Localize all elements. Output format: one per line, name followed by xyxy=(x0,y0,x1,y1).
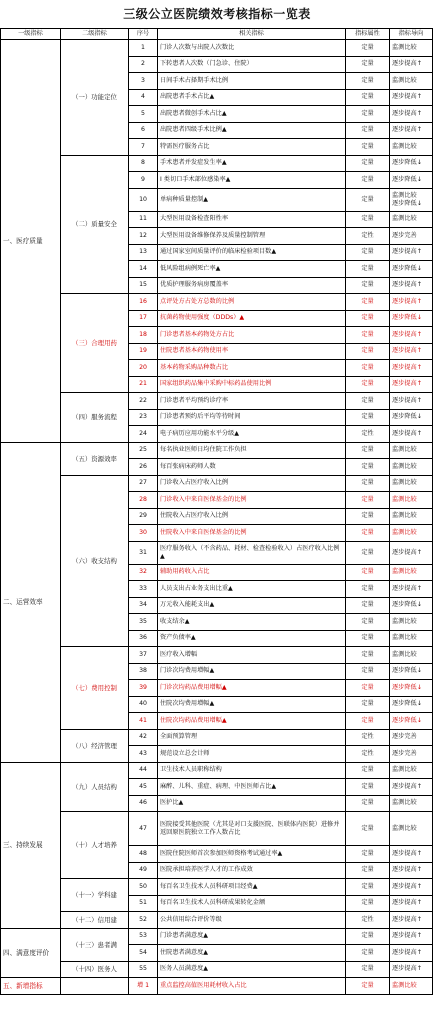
indicator-cell: 每百名卫生技术人员科研项目经费▲ xyxy=(158,879,346,896)
seq-cell: 34 xyxy=(129,597,158,614)
attribute-cell: 定量 xyxy=(346,211,390,228)
table-row xyxy=(1,978,433,995)
indicator-cell: 门诊人次数与出院人次数比 xyxy=(158,40,346,57)
seq-cell: 49 xyxy=(129,862,158,879)
indicator-cell: 出院患者四级手术比例▲ xyxy=(158,122,346,139)
direction-cell: 逐步提高↑ xyxy=(390,327,433,344)
indicator-cell: 门诊收入占医疗收入比例 xyxy=(158,475,346,492)
attribute-cell: 定量 xyxy=(346,581,390,598)
direction-cell: 监测比较 xyxy=(390,139,433,156)
seq-cell: 54 xyxy=(129,945,158,962)
direction-cell: 逐步提高↑ xyxy=(390,961,433,978)
seq-cell: 16 xyxy=(129,294,158,311)
seq-cell: 43 xyxy=(129,746,158,763)
seq-cell: 33 xyxy=(129,581,158,598)
table-row xyxy=(1,912,433,929)
level2-cell: （三）合理用药 xyxy=(61,294,129,393)
direction-cell: 逐步提高↑ xyxy=(390,277,433,294)
seq-cell: 42 xyxy=(129,729,158,746)
header-level2: 二级指标 xyxy=(61,29,129,40)
direction-cell: 逐步提高↑ xyxy=(390,581,433,598)
table-row xyxy=(1,647,433,664)
table-header-row xyxy=(1,29,433,40)
indicator-cell: 门诊患者基本药物处方占比 xyxy=(158,327,346,344)
indicator-cell: 医护比▲ xyxy=(158,795,346,812)
direction-cell: 监测比较 xyxy=(390,614,433,631)
level2-cell: （二）质量安全 xyxy=(61,155,129,294)
seq-cell: 46 xyxy=(129,795,158,812)
seq-cell: 29 xyxy=(129,508,158,525)
indicator-cell: 医院住院医师首次参加医师资格考试通过率▲ xyxy=(158,846,346,863)
seq-cell: 24 xyxy=(129,426,158,443)
direction-cell: 逐步降低↓ xyxy=(390,663,433,680)
level2-cell: （六）收支结构 xyxy=(61,475,129,647)
indicator-cell: 特需医疗服务占比 xyxy=(158,139,346,156)
attribute-cell: 定性 xyxy=(346,228,390,245)
table-row xyxy=(1,40,433,57)
table-row xyxy=(1,442,433,459)
indicator-cell: 出院患者手术占比▲ xyxy=(158,89,346,106)
seq-cell: 48 xyxy=(129,846,158,863)
seq-cell: 18 xyxy=(129,327,158,344)
attribute-cell: 定量 xyxy=(346,294,390,311)
indicator-cell: 门诊患者预约后平均等待时间 xyxy=(158,409,346,426)
attribute-cell: 定量 xyxy=(346,895,390,912)
indicator-cell: 出院患者微创手术占比▲ xyxy=(158,106,346,123)
level1-cell: 三、持续发展 xyxy=(1,762,61,928)
indicator-cell: 住院收入中来自医保基金的比例 xyxy=(158,525,346,542)
seq-cell: 50 xyxy=(129,879,158,896)
seq-cell: 1 xyxy=(129,40,158,57)
seq-cell: 55 xyxy=(129,961,158,978)
seq-cell: 26 xyxy=(129,459,158,476)
level2-cell: （五）资源效率 xyxy=(61,442,129,475)
seq-cell: 7 xyxy=(129,139,158,156)
direction-cell: 逐步提高↑ xyxy=(390,912,433,929)
attribute-cell: 定性 xyxy=(346,746,390,763)
seq-cell: 40 xyxy=(129,696,158,713)
seq-cell: 8 xyxy=(129,155,158,172)
indicator-cell: 大型医用设备维修保养及质量控制管理 xyxy=(158,228,346,245)
attribute-cell: 定量 xyxy=(346,928,390,945)
indicator-cell: 人员支出占业务支出比重▲ xyxy=(158,581,346,598)
direction-cell: 监测比较 xyxy=(390,73,433,90)
direction-cell: 逐步降低↓ xyxy=(390,597,433,614)
level2-cell: （八）经济管理 xyxy=(61,729,129,762)
indicator-cell: 下转患者人次数（门急诊、住院） xyxy=(158,56,346,73)
level2-cell: （十四）医务人 xyxy=(61,961,129,978)
table-row xyxy=(1,879,433,896)
seq-cell: 5 xyxy=(129,106,158,123)
attribute-cell: 定性 xyxy=(346,426,390,443)
indicator-cell: 医疗收入增幅 xyxy=(158,647,346,664)
indicator-cell: 抗菌药物使用强度（DDDs）▲ xyxy=(158,310,346,327)
indicator-cell: 住院患者基本药物使用率 xyxy=(158,343,346,360)
direction-cell: 监测比较 xyxy=(390,564,433,581)
seq-cell: 22 xyxy=(129,393,158,410)
seq-cell: 12 xyxy=(129,228,158,245)
attribute-cell: 定量 xyxy=(346,89,390,106)
seq-cell: 47 xyxy=(129,812,158,846)
attribute-cell: 定量 xyxy=(346,122,390,139)
table-row xyxy=(1,762,433,779)
indicator-cell: 门诊次均药品费用增幅▲ xyxy=(158,680,346,697)
seq-cell: 27 xyxy=(129,475,158,492)
attribute-cell: 定量 xyxy=(346,630,390,647)
indicator-cell: 住院患者满意度▲ xyxy=(158,945,346,962)
indicator-cell: 医疗服务收入（不含药品、耗材、检查检验收入）占医疗收入比例▲ xyxy=(158,541,346,564)
direction-cell: 监测比较 逐步降低↓ xyxy=(390,188,433,211)
indicator-cell: 医院接受其他医院（尤其是对口支援医院、医联体内医院）进修并返回原医院独立工作人数占比 xyxy=(158,812,346,846)
indicator-cell: 基本药物采购品种数占比 xyxy=(158,360,346,377)
indicator-cell: 重点监控高值医用耗材收入占比 xyxy=(158,978,346,995)
level2-cell: （九）人员结构 xyxy=(61,762,129,812)
seq-cell: 23 xyxy=(129,409,158,426)
attribute-cell: 定量 xyxy=(346,713,390,730)
direction-cell: 监测比较 xyxy=(390,211,433,228)
attribute-cell: 定量 xyxy=(346,139,390,156)
attribute-cell: 定量 xyxy=(346,680,390,697)
attribute-cell: 定量 xyxy=(346,56,390,73)
attribute-cell: 定量 xyxy=(346,172,390,189)
attribute-cell: 定量 xyxy=(346,945,390,962)
direction-cell: 逐步提高↑ xyxy=(390,426,433,443)
attribute-cell: 定量 xyxy=(346,244,390,261)
indicator-cell: 手术患者并发症发生率▲ xyxy=(158,155,346,172)
seq-cell: 30 xyxy=(129,525,158,542)
seq-cell: 31 xyxy=(129,541,158,564)
attribute-cell: 定量 xyxy=(346,647,390,664)
seq-cell: 41 xyxy=(129,713,158,730)
attribute-cell: 定量 xyxy=(346,360,390,377)
seq-cell: 10 xyxy=(129,188,158,211)
header-indicator: 相关指标 xyxy=(158,29,346,40)
direction-cell: 逐步完善 xyxy=(390,228,433,245)
direction-cell: 监测比较 xyxy=(390,492,433,509)
table-body xyxy=(1,40,433,995)
seq-cell: 9 xyxy=(129,172,158,189)
level2-cell xyxy=(61,978,129,995)
direction-cell: 逐步提高↑ xyxy=(390,862,433,879)
attribute-cell: 定量 xyxy=(346,409,390,426)
attribute-cell: 定量 xyxy=(346,492,390,509)
attribute-cell: 定量 xyxy=(346,961,390,978)
page-title: 三级公立医院绩效考核指标一览表 xyxy=(123,7,311,21)
header-attribute: 指标属性 xyxy=(346,29,390,40)
indicator-cell: 麻醉、儿科、重症、病理、中医医师占比▲ xyxy=(158,779,346,796)
seq-cell: 45 xyxy=(129,779,158,796)
attribute-cell: 定性 xyxy=(346,729,390,746)
table-row xyxy=(1,294,433,311)
indicator-cell: 每百张病床药师人数 xyxy=(158,459,346,476)
direction-cell: 逐步提高↑ xyxy=(390,343,433,360)
direction-cell: 监测比较 xyxy=(390,442,433,459)
seq-cell: 增 1 xyxy=(129,978,158,995)
level1-cell: 四、满意度评价 xyxy=(1,928,61,978)
seq-cell: 3 xyxy=(129,73,158,90)
seq-cell: 32 xyxy=(129,564,158,581)
direction-cell: 监测比较 xyxy=(390,40,433,57)
seq-cell: 20 xyxy=(129,360,158,377)
seq-cell: 13 xyxy=(129,244,158,261)
direction-cell: 逐步提高↑ xyxy=(390,360,433,377)
seq-cell: 11 xyxy=(129,211,158,228)
level2-cell: （十二）信用建 xyxy=(61,912,129,929)
attribute-cell: 定量 xyxy=(346,564,390,581)
level1-cell: 一、医疗质量 xyxy=(1,40,61,443)
seq-cell: 38 xyxy=(129,663,158,680)
direction-cell: 监测比较 xyxy=(390,508,433,525)
indicator-cell: 卫生技术人员职称结构 xyxy=(158,762,346,779)
direction-cell: 逐步降低↓ xyxy=(390,310,433,327)
seq-cell: 53 xyxy=(129,928,158,945)
attribute-cell: 定量 xyxy=(346,779,390,796)
direction-cell: 监测比较 xyxy=(390,795,433,812)
indicator-cell: 优质护理服务病房覆盖率 xyxy=(158,277,346,294)
seq-cell: 51 xyxy=(129,895,158,912)
direction-cell: 逐步提高↑ xyxy=(390,846,433,863)
direction-cell: 逐步提高↑ xyxy=(390,879,433,896)
direction-cell: 逐步降低↓ xyxy=(390,409,433,426)
attribute-cell: 定量 xyxy=(346,663,390,680)
indicator-cell: 国家组织药品集中采购中标药品使用比例 xyxy=(158,376,346,393)
attribute-cell: 定量 xyxy=(346,508,390,525)
attribute-cell: 定量 xyxy=(346,795,390,812)
attribute-cell: 定量 xyxy=(346,846,390,863)
seq-cell: 37 xyxy=(129,647,158,664)
direction-cell: 逐步提高↑ xyxy=(390,56,433,73)
level2-cell: （一）功能定位 xyxy=(61,40,129,156)
level2-cell: （十一）学科建 xyxy=(61,879,129,912)
level2-cell: （七）费用控制 xyxy=(61,647,129,730)
seq-cell: 14 xyxy=(129,261,158,278)
attribute-cell: 定量 xyxy=(346,862,390,879)
attribute-cell: 定量 xyxy=(346,188,390,211)
seq-cell: 52 xyxy=(129,912,158,929)
table-row xyxy=(1,928,433,945)
level2-cell: （四）服务流程 xyxy=(61,393,129,443)
direction-cell: 逐步提高↑ xyxy=(390,122,433,139)
seq-cell: 19 xyxy=(129,343,158,360)
direction-cell: 逐步提高↑ xyxy=(390,895,433,912)
indicator-cell: 住院收入占医疗收入比例 xyxy=(158,508,346,525)
seq-cell: 4 xyxy=(129,89,158,106)
attribute-cell: 定量 xyxy=(346,155,390,172)
attribute-cell: 定量 xyxy=(346,696,390,713)
direction-cell: 逐步降低↓ xyxy=(390,696,433,713)
attribute-cell: 定量 xyxy=(346,106,390,123)
direction-cell: 逐步提高↑ xyxy=(390,376,433,393)
attribute-cell: 定量 xyxy=(346,978,390,995)
direction-cell: 监测比较 xyxy=(390,978,433,995)
attribute-cell: 定量 xyxy=(346,261,390,278)
direction-cell: 逐步完善 xyxy=(390,729,433,746)
indicator-cell: 低风险组病例死亡率▲ xyxy=(158,261,346,278)
indicator-cell: 万元收入能耗支出▲ xyxy=(158,597,346,614)
direction-cell: 逐步完善 xyxy=(390,746,433,763)
indicator-cell: 点评处方占处方总数的比例 xyxy=(158,294,346,311)
level1-cell: 五、新增指标 xyxy=(1,978,61,995)
direction-cell: 监测比较 xyxy=(390,475,433,492)
indicator-cell: 每百名卫生技术人员科研成果转化金额 xyxy=(158,895,346,912)
indicator-cell: 辅助用药收入占比 xyxy=(158,564,346,581)
attribute-cell: 定量 xyxy=(346,812,390,846)
indicator-cell: I 类切口手术部位感染率▲ xyxy=(158,172,346,189)
level2-cell: （十三）患者满 xyxy=(61,928,129,961)
attribute-cell: 定量 xyxy=(346,343,390,360)
indicator-cell: 日间手术占择期手术比例 xyxy=(158,73,346,90)
attribute-cell: 定量 xyxy=(346,597,390,614)
direction-cell: 逐步提高↑ xyxy=(390,541,433,564)
attribute-cell: 定量 xyxy=(346,376,390,393)
attribute-cell: 定量 xyxy=(346,459,390,476)
table-row xyxy=(1,961,433,978)
seq-cell: 35 xyxy=(129,614,158,631)
level2-cell: （十）人才培养 xyxy=(61,812,129,879)
seq-cell: 6 xyxy=(129,122,158,139)
direction-cell: 逐步提高↑ xyxy=(390,244,433,261)
direction-cell: 逐步降低↓ xyxy=(390,172,433,189)
indicator-cell: 医务人员满意度▲ xyxy=(158,961,346,978)
indicator-cell: 住院次均药品费用增幅▲ xyxy=(158,713,346,730)
indicator-cell: 资产负债率▲ xyxy=(158,630,346,647)
attribute-cell: 定量 xyxy=(346,73,390,90)
indicator-cell: 公共信用综合评价等级 xyxy=(158,912,346,929)
indicator-cell: 住院次均费用增幅▲ xyxy=(158,696,346,713)
direction-cell: 逐步降低↓ xyxy=(390,713,433,730)
attribute-cell: 定量 xyxy=(346,762,390,779)
indicator-cell: 医院承担培养医学人才的工作成效 xyxy=(158,862,346,879)
indicator-cell: 规范设立总会计师 xyxy=(158,746,346,763)
table-row xyxy=(1,155,433,172)
attribute-cell: 定量 xyxy=(346,40,390,57)
seq-cell: 2 xyxy=(129,56,158,73)
indicator-cell: 门诊次均费用增幅▲ xyxy=(158,663,346,680)
attribute-cell: 定量 xyxy=(346,475,390,492)
direction-cell: 逐步降低↓ xyxy=(390,680,433,697)
direction-cell: 逐步提高↑ xyxy=(390,294,433,311)
attribute-cell: 定量 xyxy=(346,327,390,344)
attribute-cell: 定性 xyxy=(346,912,390,929)
direction-cell: 监测比较 xyxy=(390,762,433,779)
direction-cell: 监测比较 xyxy=(390,812,433,846)
attribute-cell: 定量 xyxy=(346,614,390,631)
header-seq: 序号 xyxy=(129,29,158,40)
header-level1: 一级指标 xyxy=(1,29,61,40)
indicator-cell: 电子病历应用功能水平分级▲ xyxy=(158,426,346,443)
indicator-cell: 全面预算管理 xyxy=(158,729,346,746)
direction-cell: 逐步提高↑ xyxy=(390,106,433,123)
level1-cell: 二、运营效率 xyxy=(1,442,61,762)
indicator-table xyxy=(0,28,433,995)
direction-cell: 逐步降低↓ xyxy=(390,261,433,278)
seq-cell: 15 xyxy=(129,277,158,294)
indicator-cell: 通过国家室间质量评价的临床检验项目数▲ xyxy=(158,244,346,261)
table-row xyxy=(1,475,433,492)
direction-cell: 逐步提高↑ xyxy=(390,89,433,106)
direction-cell: 逐步提高↑ xyxy=(390,928,433,945)
indicator-cell: 每名执业医师日均住院工作负担 xyxy=(158,442,346,459)
indicator-cell: 收支结余▲ xyxy=(158,614,346,631)
attribute-cell: 定量 xyxy=(346,393,390,410)
attribute-cell: 定量 xyxy=(346,541,390,564)
direction-cell: 逐步提高↑ xyxy=(390,393,433,410)
indicator-cell: 门诊收入中来自医保基金的比例 xyxy=(158,492,346,509)
table-row xyxy=(1,812,433,846)
attribute-cell: 定量 xyxy=(346,442,390,459)
table-row xyxy=(1,393,433,410)
attribute-cell: 定量 xyxy=(346,310,390,327)
indicator-cell: 单病种质量控制▲ xyxy=(158,188,346,211)
direction-cell: 逐步提高↑ xyxy=(390,945,433,962)
seq-cell: 44 xyxy=(129,762,158,779)
direction-cell: 监测比较 xyxy=(390,459,433,476)
direction-cell: 逐步提高↑ xyxy=(390,779,433,796)
seq-cell: 17 xyxy=(129,310,158,327)
indicator-cell: 门诊患者平均预约诊疗率 xyxy=(158,393,346,410)
direction-cell: 监测比较 xyxy=(390,630,433,647)
attribute-cell: 定量 xyxy=(346,879,390,896)
direction-cell: 监测比较 xyxy=(390,647,433,664)
seq-cell: 25 xyxy=(129,442,158,459)
indicator-cell: 门诊患者满意度▲ xyxy=(158,928,346,945)
seq-cell: 28 xyxy=(129,492,158,509)
seq-cell: 21 xyxy=(129,376,158,393)
direction-cell: 逐步降低↓ xyxy=(390,155,433,172)
indicator-cell: 大型医用设备检查阳性率 xyxy=(158,211,346,228)
seq-cell: 39 xyxy=(129,680,158,697)
seq-cell: 36 xyxy=(129,630,158,647)
attribute-cell: 定量 xyxy=(346,277,390,294)
table-row xyxy=(1,729,433,746)
header-direction: 指标导向 xyxy=(390,29,433,40)
direction-cell: 监测比较 xyxy=(390,525,433,542)
attribute-cell: 定量 xyxy=(346,525,390,542)
